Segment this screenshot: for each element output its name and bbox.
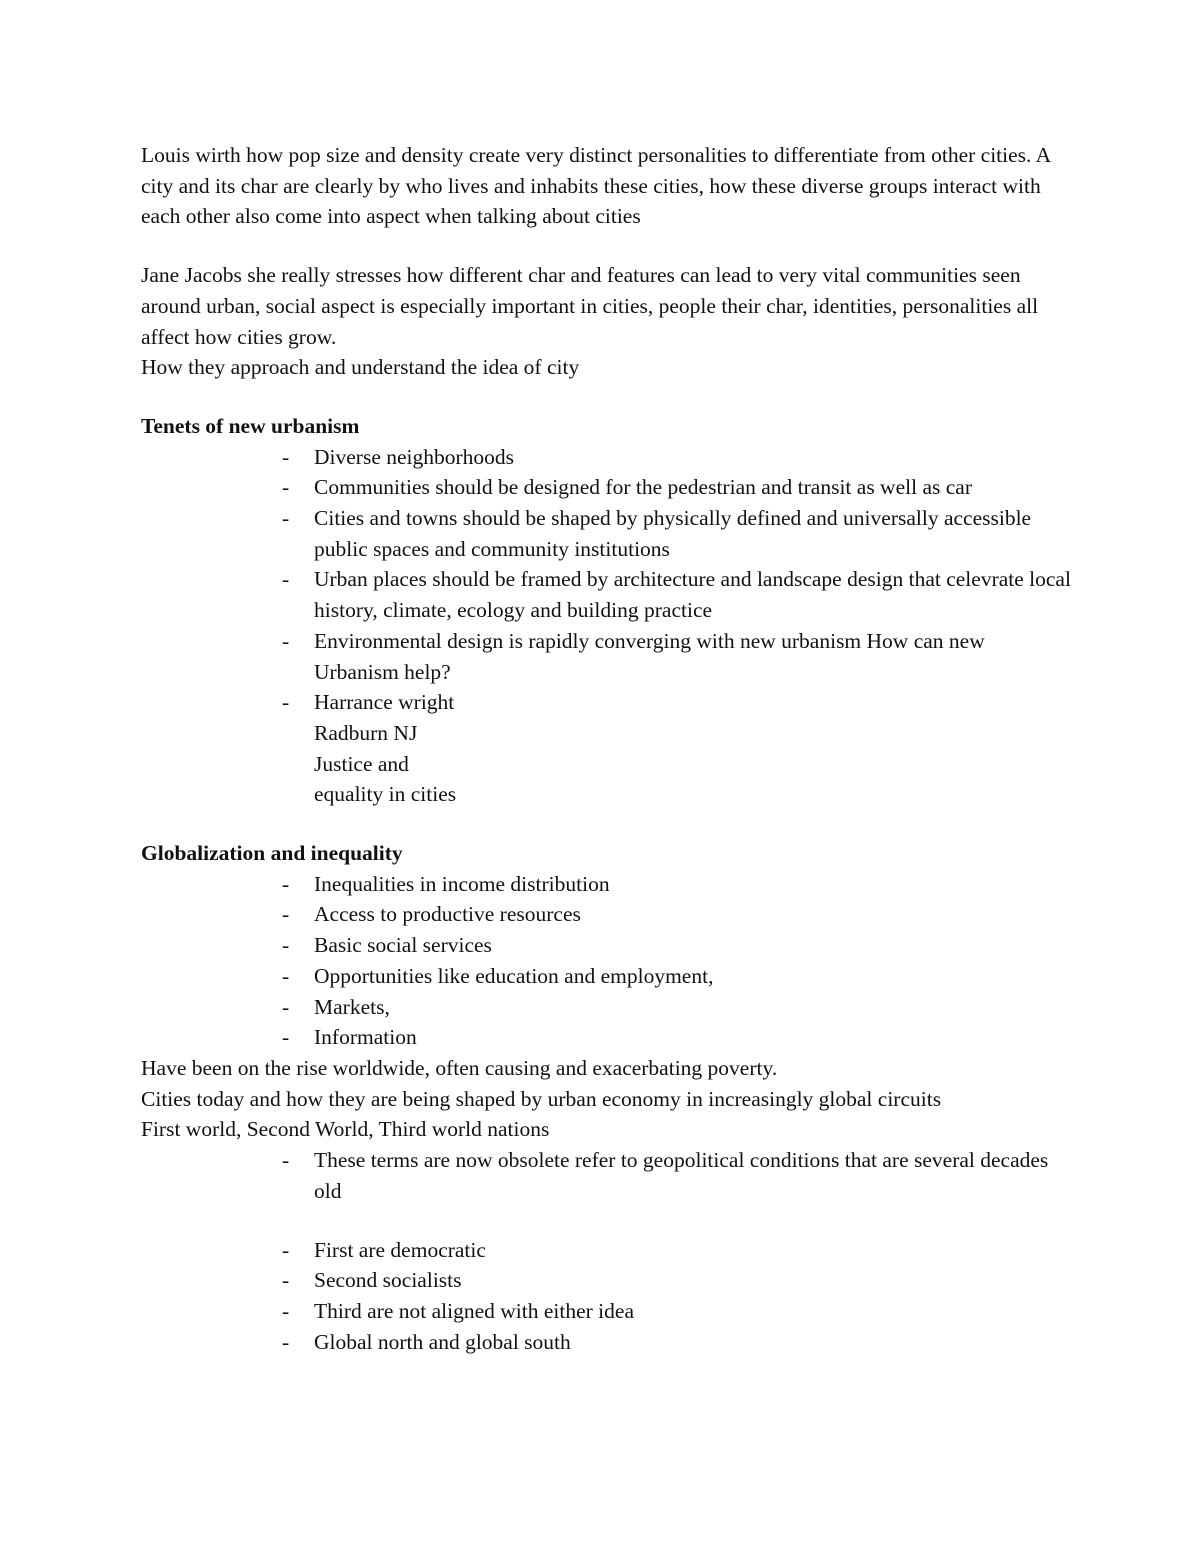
list-item [141, 442, 1071, 473]
spacer [141, 810, 1071, 838]
tenets-list [141, 442, 1071, 810]
terms-list [141, 1145, 1071, 1206]
paragraph-approach: How they approach and understand the idea of city [141, 355, 580, 380]
list-item-text: Environmental design is rapidly converging with new urbanism How can new Urbanism help? [314, 628, 985, 684]
list-item-line: equality in cities [314, 782, 457, 807]
paragraph-wirth: Louis wirth how pop size and density create very distinct personalities to differentiate from other cities. A city and its char are clearly by who lives and inhabits these cities, how these diverse groups interact with each other also come into aspect when talking about cities [141, 143, 1050, 229]
list-item-text: Diverse neighborhoods [314, 444, 515, 469]
dash-bullet: - [282, 994, 290, 1019]
dash-bullet: - [282, 506, 290, 531]
spacer [141, 383, 1071, 411]
list-item-text: Opportunities like education and employment, [314, 963, 714, 988]
list-item [141, 899, 1071, 930]
list-item-text: Urban places should be framed by architecture and landscape design that celevrate local history, climate, ecology and building practice [314, 567, 1071, 623]
dash-bullet: - [282, 444, 290, 469]
list-item [141, 961, 1071, 992]
list-item-text: These terms are now obsolete refer to geopolitical conditions that are several decades old [314, 1148, 1049, 1203]
inequality-list [141, 869, 1071, 1053]
dash-bullet: - [282, 933, 290, 958]
list-item-text: Information [314, 1025, 417, 1050]
list-item [141, 1296, 1071, 1327]
list-item [141, 626, 1071, 687]
dash-bullet: - [282, 1025, 290, 1050]
list-item [141, 1235, 1071, 1266]
list-item-text: Communities should be designed for the pedestrian and transit as well as car [314, 475, 972, 500]
dash-bullet: - [282, 475, 290, 500]
dash-bullet: - [282, 1237, 290, 1262]
list-item [141, 564, 1071, 625]
list-item-line: Radburn NJ [314, 720, 418, 745]
list-item [141, 869, 1071, 900]
document-body [141, 140, 1071, 1357]
dash-bullet: - [282, 1268, 290, 1293]
list-item-line: Justice and [314, 751, 409, 776]
list-item [141, 472, 1071, 503]
list-item [141, 1265, 1071, 1296]
list-item [141, 503, 1071, 564]
heading-tenets: Tenets of new urbanism [141, 413, 360, 438]
list-item-text: Global north and global south [314, 1329, 571, 1354]
list-item [141, 1145, 1071, 1206]
dash-bullet: - [282, 567, 290, 592]
list-item [141, 1327, 1071, 1358]
dash-bullet: - [282, 1329, 290, 1354]
list-item [141, 1022, 1071, 1053]
list-item [141, 687, 1071, 810]
dash-bullet: - [282, 871, 290, 896]
list-item-text: Basic social services [314, 933, 492, 958]
dash-bullet: - [282, 1298, 290, 1323]
worlds-list [141, 1235, 1071, 1358]
list-item-text: Cities and towns should be shaped by physically defined and universally accessible public spaces and community institutions [314, 506, 1032, 561]
dash-bullet: - [282, 690, 290, 715]
dash-bullet: - [282, 902, 290, 927]
heading-globalization: Globalization and inequality [141, 841, 403, 866]
list-item-text: First are democratic [314, 1237, 486, 1262]
dash-bullet: - [282, 1148, 290, 1173]
paragraph-cities-today: Cities today and how they are being shaped by urban economy in increasingly global circuits [141, 1086, 942, 1111]
dash-bullet: - [282, 963, 290, 988]
list-item [141, 930, 1071, 961]
list-item-text: Markets, [314, 994, 390, 1019]
spacer [141, 1207, 1071, 1235]
paragraph-rise: Have been on the rise worldwide, often causing and exacerbating poverty. [141, 1055, 778, 1080]
list-item [141, 992, 1071, 1023]
list-item-text: Second socialists [314, 1268, 462, 1293]
dash-bullet: - [282, 628, 290, 653]
list-item-text: Third are not aligned with either idea [314, 1298, 634, 1323]
list-item-text: Access to productive resources [314, 902, 581, 927]
list-item-line: Harrance wright [314, 690, 455, 715]
list-item-text: Inequalities in income distribution [314, 871, 610, 896]
spacer [141, 232, 1071, 260]
paragraph-worlds: First world, Second World, Third world nations [141, 1117, 550, 1142]
paragraph-jacobs: Jane Jacobs she really stresses how different char and features can lead to very vital communities seen around urban, social aspect is especially important in cities, people their char, identities, personalities all affect how cities grow. [141, 263, 1039, 349]
